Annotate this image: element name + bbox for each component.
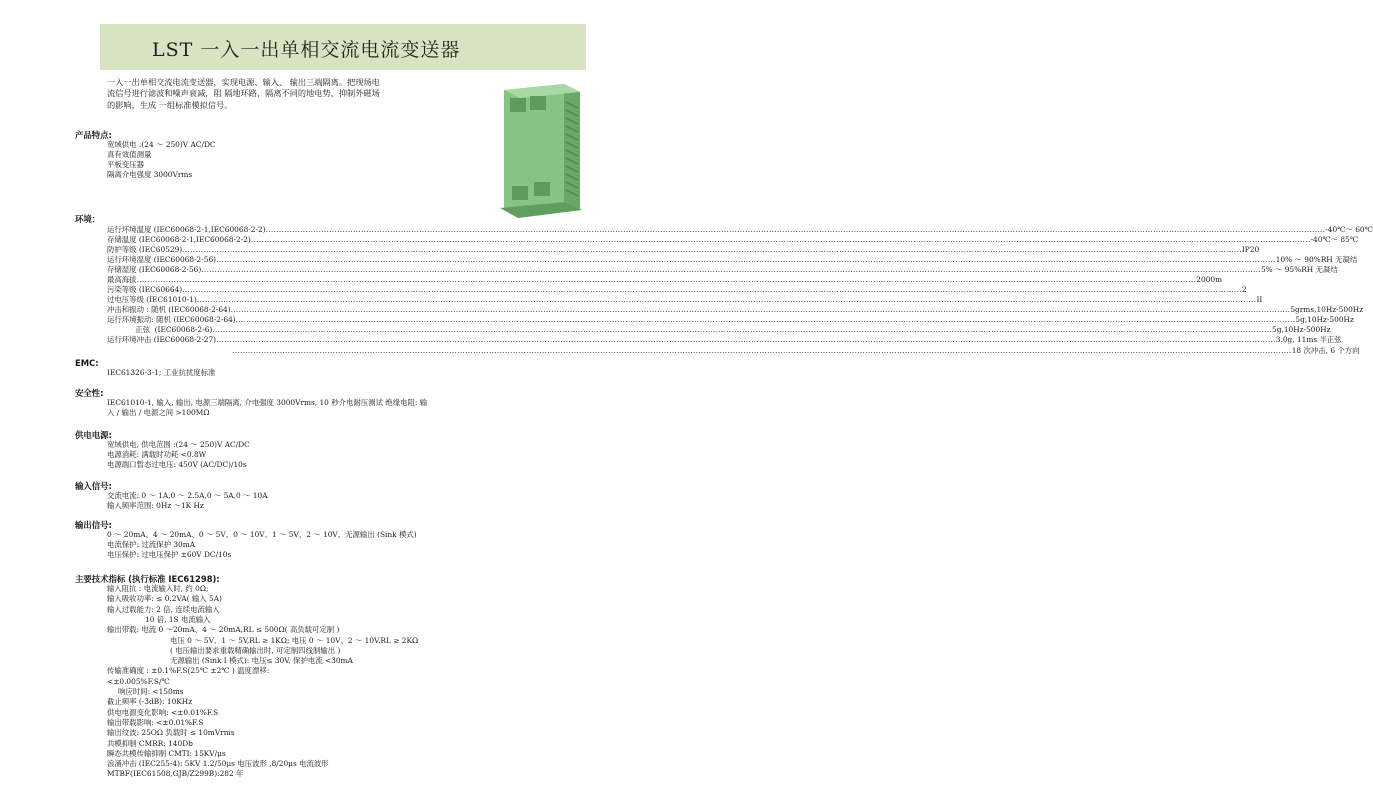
spec-line: 截止频率 (-3dB): 10KHz bbox=[107, 697, 193, 707]
spec-line: <±0.005%F.S/℃ bbox=[107, 676, 170, 686]
title-band bbox=[100, 24, 586, 70]
env-value: 5% ～ 95%RH 无凝结 bbox=[1260, 265, 1338, 274]
feature-item: 宽域供电 :(24 ～ 250)V AC/DC bbox=[107, 140, 216, 149]
env-label: 运行环境温度 (IEC60068-2-1,IEC60068-2-2) bbox=[107, 225, 266, 234]
env-label: 运行环境振动: 随机 (IEC60068-2-64) bbox=[107, 315, 236, 324]
env-value: 3.0g, 11ms 半正弦 bbox=[1275, 335, 1342, 344]
power-line: 宽域供电, 供电范围 :(24 ～ 250)V AC/DC bbox=[107, 440, 250, 449]
leader-dots: ................................................................................................................................................................................................................................................................................................................................................................................................................ bbox=[201, 265, 1261, 274]
terminal-bottom bbox=[512, 186, 528, 200]
leader-dots: ................................................................................................................................................................................................................................................................................................................................................................................................................ bbox=[216, 335, 1276, 344]
spec-line: ( 电压输出要求重载精确输出时, 可定制四线制输出 ) bbox=[170, 645, 341, 655]
spec-line: 10 倍, 1S 电流输入 bbox=[145, 614, 211, 624]
features-heading: 产品特点: bbox=[75, 130, 112, 140]
env-row bbox=[107, 315, 1354, 325]
spec-line: 无源输出 (Sink I 模式): 电压≤ 30V, 保护电流 <30mA bbox=[170, 656, 353, 666]
env-value: 2 bbox=[1241, 285, 1247, 294]
power-heading: 供电电源: bbox=[75, 430, 112, 440]
output-line: 电压保护: 过电压保护 ±60V DC/10s bbox=[107, 550, 232, 559]
env-row bbox=[107, 245, 1260, 255]
spec-line: 输出带载影响: <±0.01%F.S bbox=[107, 717, 204, 727]
env-row bbox=[107, 295, 1263, 305]
environment-heading: 环境： bbox=[75, 214, 101, 224]
terminal-top bbox=[510, 98, 526, 112]
env-label: 运行环境湿度 (IEC60068-2-56) bbox=[107, 255, 217, 264]
spec-line: 输入吸收功率: ≤ 0.2VA( 输入 5A) bbox=[107, 594, 222, 604]
env-value: 18 次冲击, 6 个方向 bbox=[1291, 346, 1360, 355]
spec-line: 输入阻抗 : 电流输入时, 约 0Ω; bbox=[107, 584, 209, 593]
leader-dots: ................................................................................................................................................................................................................................................................................................................................................................................................................ bbox=[232, 346, 1292, 355]
leader-dots: ................................................................................................................................................................................................................................................................................................................................................................................................................ bbox=[230, 305, 1291, 314]
env-label: 存储湿度 (IEC60068-2-56) bbox=[107, 265, 202, 274]
spec-line: 供电电源变化影响: <±0.01%F.S bbox=[107, 707, 219, 717]
env-value: 2000m bbox=[1196, 275, 1223, 284]
spec-line: 输出纹波: 25OΩ 负载时 ≤ 10mVrms bbox=[107, 728, 235, 738]
spec-line: 输出带载: 电流 0 ～20mA、4 ～ 20mA,RL ≤ 500Ω( 高负载可定制 ) bbox=[107, 625, 340, 635]
env-row bbox=[232, 346, 1360, 356]
power-line: 电源端口暂态过电压: 450V (AC/DC)/10s bbox=[107, 460, 247, 469]
output-line: 0 ～ 20mA、4 ～ 20mA、0 ～ 5V、0 ～ 10V、1 ～ 5V、2 ～ 10V、无源输出 (Sink 模式) bbox=[107, 530, 417, 539]
feature-item: 平板变压器 bbox=[107, 160, 144, 169]
leader-dots: ................................................................................................................................................................................................................................................................................................................................................................................................................ bbox=[182, 285, 1242, 294]
specs-heading: 主要技术指标 (执行标准 IEC61298): bbox=[75, 574, 220, 584]
output-line: 电流保护: 过流保护 30mA bbox=[107, 540, 196, 549]
env-row bbox=[107, 335, 1342, 345]
leader-dots: ................................................................................................................................................................................................................................................................................................................................................................................................................ bbox=[136, 275, 1197, 284]
terminal-bottom-2 bbox=[534, 182, 550, 196]
spec-line: 输入过载能力: 2 倍, 连续电流输入 bbox=[107, 604, 220, 614]
env-label: 最高海拔 bbox=[107, 275, 137, 284]
power-line: 电源消耗: 满载时功耗 <0.8W bbox=[107, 450, 207, 459]
env-value: 5g,10Hz-500Hz bbox=[1272, 325, 1331, 334]
emc-heading: EMC: bbox=[75, 358, 99, 368]
env-row bbox=[107, 225, 1373, 235]
env-row bbox=[107, 285, 1247, 295]
env-value: -40℃～ 60℃ bbox=[1325, 225, 1373, 234]
spec-line: MTBF(IEC61508,GJB/Z299B):282 年 bbox=[107, 769, 244, 779]
env-row bbox=[107, 265, 1338, 275]
env-value: 5g,10Hz-500Hz bbox=[1295, 315, 1354, 324]
page-title: LST 一入一出单相交流电流变送器 bbox=[152, 39, 461, 61]
spec-line: 浪涌冲击 (IEC255-4): 5KV 1.2/50μs 电压波形 ,8/20μs 电流波形 bbox=[107, 759, 329, 769]
env-row bbox=[107, 275, 1223, 285]
leader-dots: ................................................................................................................................................................................................................................................................................................................................................................................................................ bbox=[216, 255, 1276, 264]
env-label: 防护等级 (IEC60529) bbox=[107, 245, 183, 254]
terminal-top-2 bbox=[530, 96, 546, 110]
output-heading: 输出信号: bbox=[75, 520, 112, 530]
intro-paragraph: 一入一出单相交流电流变送器，实现电源、输入、 输出三端隔离。把现场电流信号进行滤波和噪声衰减，阻 隔地环路，隔离不同的地电势，抑制外磁场的影响，生成 一组标准模拟信号。 bbox=[107, 77, 380, 110]
env-label: 污染等级 (IEC60664) bbox=[107, 285, 183, 294]
env-value: 10% ～ 90%RH 无凝结 bbox=[1275, 255, 1358, 264]
leader-dots: ................................................................................................................................................................................................................................................................................................................................................................................................................ bbox=[250, 235, 1311, 244]
leader-dots: ................................................................................................................................................................................................................................................................................................................................................................................................................ bbox=[265, 225, 1326, 234]
feature-item: 隔离介电强度 3000Vrms bbox=[107, 170, 193, 179]
feature-item: 真有效值测量 bbox=[107, 150, 152, 159]
safety-line: 入 / 输出 / 电源之间 >100MΩ bbox=[107, 408, 210, 417]
env-label: 正弦 (IEC60068-2-6) bbox=[107, 325, 213, 334]
env-value: -40℃～ 85℃ bbox=[1310, 235, 1359, 244]
safety-line: IEC61010-1, 输入, 输出, 电源三端隔离, 介电强度 3000Vrms, 10 秒介电耐压测试 绝缘电阻: 输 bbox=[107, 398, 428, 407]
env-value: IP20 bbox=[1241, 245, 1260, 254]
env-label: 运行环境冲击 (IEC60068-2-27) bbox=[107, 335, 217, 344]
spec-line: 电压 0 ～ 5V、1 ～ 5V,RL ≥ 1KΩ; 电压 0 ～ 10V、2 ～ 10V,RL ≥ 2KΩ bbox=[170, 635, 419, 645]
env-row bbox=[107, 255, 1358, 265]
spec-line: 传输准确度 : ±0.1%F.S(25℃ ±2℃ ) 温度漂移: bbox=[107, 666, 270, 676]
leader-dots: ................................................................................................................................................................................................................................................................................................................................................................................................................ bbox=[196, 295, 1257, 304]
spec-line: 瞬态共模传输抑制 CMTI: 15KV/μs bbox=[107, 748, 226, 758]
spec-line: 共模抑制 CMRR: 140Db bbox=[107, 738, 193, 748]
emc-text: IEC61326-3-1; 工业抗扰度标准 bbox=[107, 368, 216, 377]
product-image bbox=[494, 78, 586, 228]
safety-heading: 安全性: bbox=[75, 388, 104, 398]
input-heading: 输入信号: bbox=[75, 481, 112, 491]
env-value: 5grms,10Hz-500Hz bbox=[1290, 305, 1364, 314]
leader-dots: ................................................................................................................................................................................................................................................................................................................................................................................................................ bbox=[212, 325, 1273, 334]
env-row bbox=[107, 235, 1359, 245]
env-row bbox=[107, 305, 1364, 315]
env-label: 过电压等级 (IEC61010-1) bbox=[107, 295, 197, 304]
input-line: 交流电流: 0 ～ 1A,0 ～ 2.5A,0 ～ 5A,0 ～ 10A bbox=[107, 491, 268, 500]
spec-line: 响应时间: <150ms bbox=[118, 687, 184, 696]
env-value: II bbox=[1256, 295, 1263, 304]
env-row bbox=[107, 325, 1331, 335]
env-label: 存储温度 (IEC60068-2-1,IEC60068-2-2) bbox=[107, 235, 251, 244]
leader-dots: ................................................................................................................................................................................................................................................................................................................................................................................................................ bbox=[235, 315, 1296, 324]
env-label: 冲击和振动 : 随机 (IEC60068-2-64) bbox=[107, 305, 231, 314]
input-line: 输入频率范围: 0Hz ～1K Hz bbox=[107, 501, 204, 510]
leader-dots: ................................................................................................................................................................................................................................................................................................................................................................................................................ bbox=[182, 245, 1242, 254]
